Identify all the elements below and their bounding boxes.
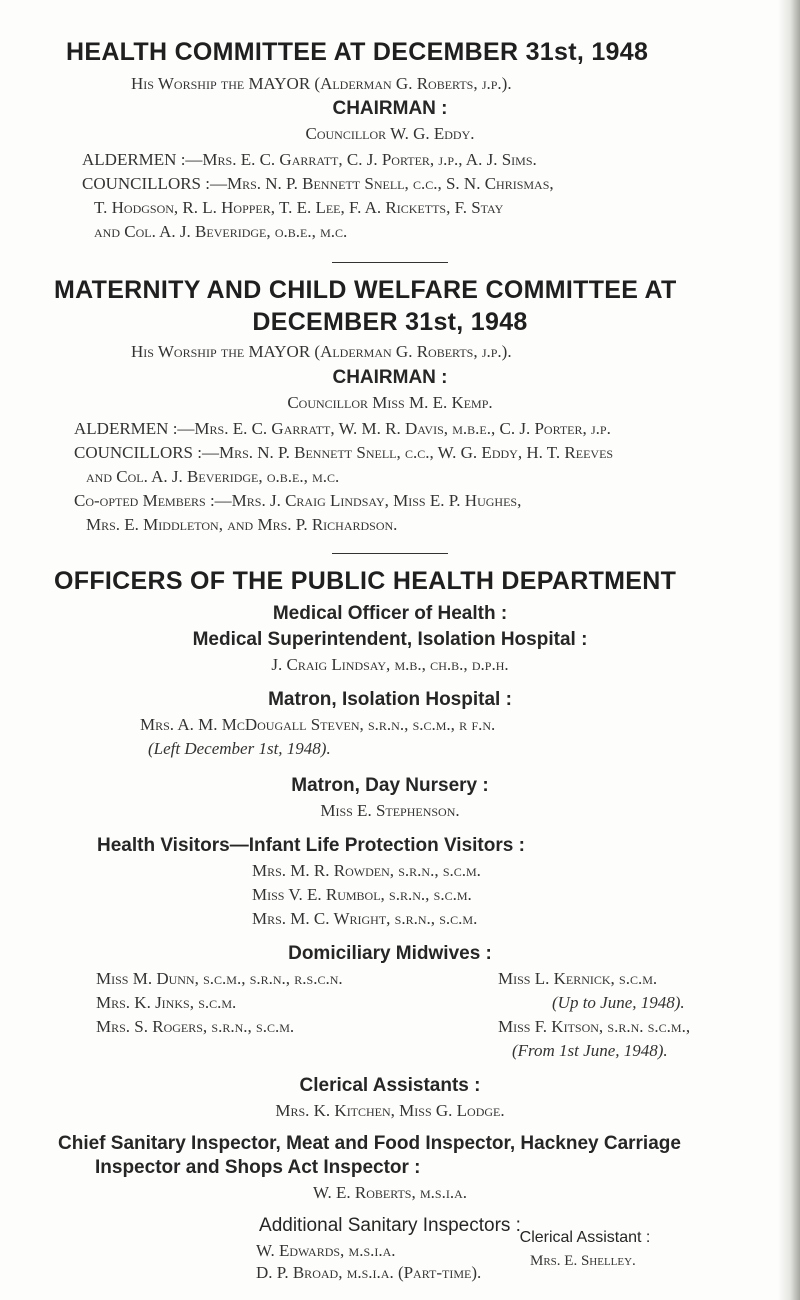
midwife: Miss M. Dunn, s.c.m., s.r.n., r.s.c.n.	[96, 969, 343, 988]
additional-inspector: D. P. Broad, m.s.i.a. (Part-time).	[256, 1263, 482, 1282]
maternity-coopted-line2: Mrs. E. Middleton, and Mrs. P. Richardson.	[86, 515, 398, 534]
health-visitor: Miss V. E. Rumbol, s.r.n., s.c.m.	[252, 885, 472, 904]
maternity-title-line1: MATERNITY AND CHILD WELFARE COMMITTEE AT	[54, 276, 677, 304]
clerical-heading: Clerical Assistants :	[299, 1075, 481, 1096]
midwives-heading: Domiciliary Midwives :	[288, 943, 492, 964]
health-visitor: Mrs. M. C. Wright, s.r.n., s.c.m.	[252, 909, 478, 928]
maternity-chairman-name: Councillor Miss M. E. Kemp.	[287, 393, 493, 412]
midwife-note: (Up to June, 1948).	[552, 993, 685, 1012]
health-councillors-line1: COUNCILLORS :—Mrs. N. P. Bennett Snell, c.c., S. N. Chrismas,	[82, 174, 554, 193]
additional-inspector: W. Edwards, m.s.i.a.	[256, 1241, 396, 1260]
maternity-chairman-heading: CHAIRMAN :	[332, 367, 448, 388]
page-edge-shadow	[778, 0, 800, 1300]
section-divider	[332, 553, 448, 554]
footer-clip	[0, 1283, 780, 1300]
health-councillors-line2: T. Hodgson, R. L. Hopper, T. E. Lee, F. A. Ricketts, F. Stay	[94, 198, 504, 217]
maternity-councillors-line1: COUNCILLORS :—Mrs. N. P. Bennett Snell, c.c., W. G. Eddy, H. T. Reeves	[74, 443, 614, 462]
clerical-assistant-name: Mrs. E. Shelley.	[530, 1253, 636, 1269]
matron-isolation-name: Mrs. A. M. McDougall Steven, s.r.n., s.c.m., r f.n.	[140, 715, 496, 734]
matron-nursery-heading: Matron, Day Nursery :	[291, 775, 489, 796]
section-divider	[332, 262, 448, 263]
matron-nursery-name: Miss E. Stephenson.	[320, 801, 460, 820]
midwife: Mrs. K. Jinks, s.c.m.	[96, 993, 237, 1012]
matron-isolation-note: (Left December 1st, 1948).	[148, 739, 331, 758]
clerical-names: Mrs. K. Kitchen, Miss G. Lodge.	[275, 1101, 505, 1120]
matron-isolation-heading: Matron, Isolation Hospital :	[268, 689, 512, 710]
maternity-councillors-line2: and Col. A. J. Beveridge, o.b.e., m.c.	[86, 467, 340, 486]
midwife: Mrs. S. Rogers, s.r.n., s.c.m.	[96, 1017, 295, 1036]
health-mayor: His Worship the MAYOR (Alderman G. Roberts, j.p.).	[131, 74, 512, 93]
moh-heading: Medical Officer of Health :	[272, 603, 508, 624]
health-visitor: Mrs. M. R. Rowden, s.r.n., s.c.m.	[252, 861, 481, 880]
midwife-note: (From 1st June, 1948).	[512, 1041, 668, 1060]
health-chairman-heading: CHAIRMAN :	[332, 98, 448, 119]
maternity-mayor: His Worship the MAYOR (Alderman G. Roberts, j.p.).	[131, 342, 512, 361]
midwife: Miss L. Kernick, s.c.m.	[498, 969, 658, 988]
clerical-assistant-heading: Clerical Assistant :	[519, 1229, 651, 1246]
additional-inspectors-heading: Additional Sanitary Inspectors :	[259, 1215, 521, 1236]
maternity-title-line2: DECEMBER 31st, 1948	[252, 308, 528, 336]
chief-inspector-heading-line2: Inspector and Shops Act Inspector :	[95, 1157, 421, 1178]
health-committee-title: HEALTH COMMITTEE AT DECEMBER 31st, 1948	[66, 38, 649, 66]
health-councillors-line3: and Col. A. J. Beveridge, o.b.e., m.c.	[94, 222, 348, 241]
maternity-aldermen: ALDERMEN :—Mrs. E. C. Garratt, W. M. R. Davis, m.b.e., C. J. Porter, j.p.	[74, 419, 611, 438]
moh-name: J. Craig Lindsay, m.b., ch.b., d.p.h.	[271, 655, 509, 674]
health-visitors-heading: Health Visitors—Infant Life Protection Visitors :	[97, 835, 525, 856]
maternity-coopted-line1: Co-opted Members :—Mrs. J. Craig Lindsay, Miss E. P. Hughes,	[74, 491, 522, 510]
superintendent-heading: Medical Superintendent, Isolation Hospital :	[192, 629, 588, 650]
chief-inspector-name: W. E. Roberts, m.s.i.a.	[312, 1183, 467, 1202]
officers-title: OFFICERS OF THE PUBLIC HEALTH DEPARTMENT	[54, 567, 677, 595]
health-chairman-name: Councillor W. G. Eddy.	[305, 124, 475, 143]
health-aldermen: ALDERMEN :—Mrs. E. C. Garratt, C. J. Porter, j.p., A. J. Sims.	[82, 150, 537, 169]
chief-inspector-heading-line1: Chief Sanitary Inspector, Meat and Food Inspector, Hackney Carriage	[58, 1133, 681, 1154]
midwife: Miss F. Kitson, s.r.n. s.c.m.,	[498, 1017, 691, 1036]
